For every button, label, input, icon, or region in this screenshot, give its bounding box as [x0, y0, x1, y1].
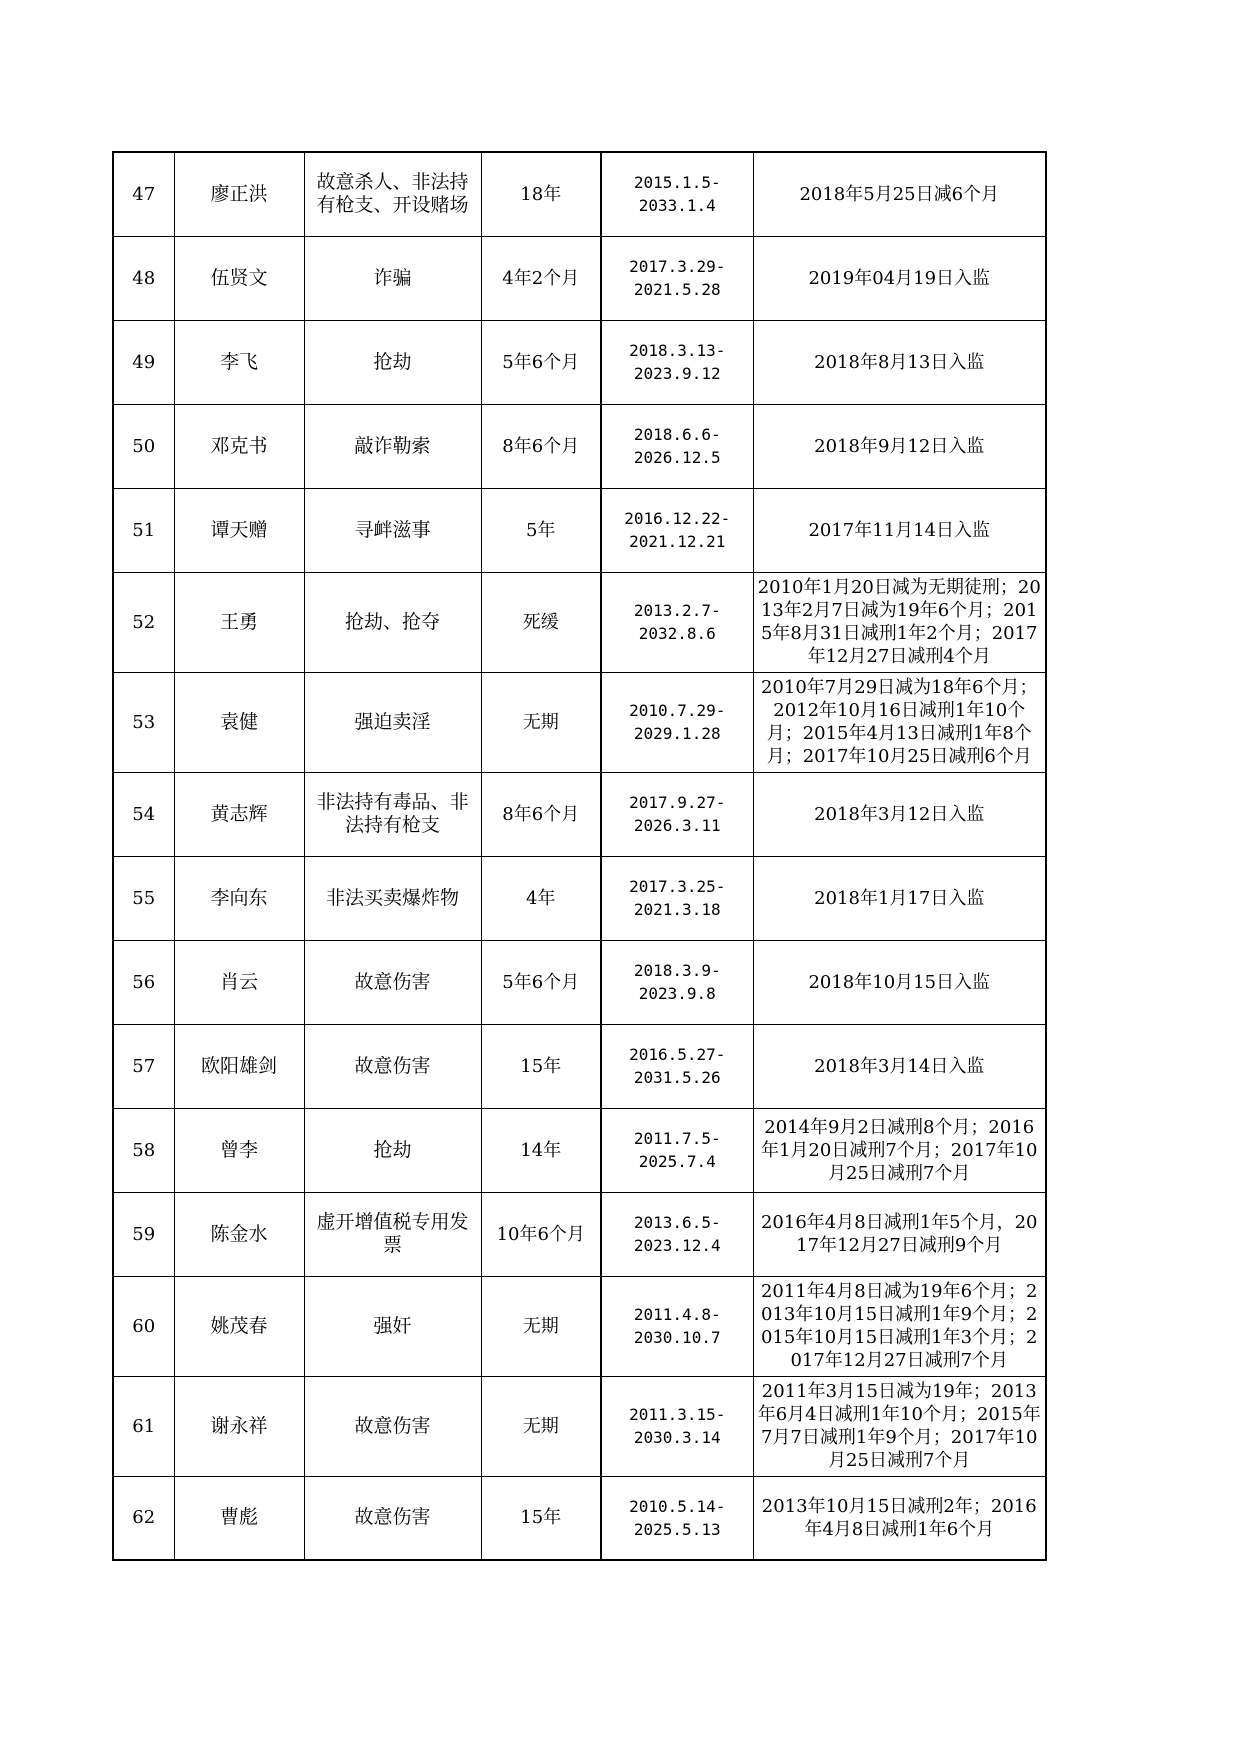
inmate-name: 欧阳雄剑	[174, 1024, 304, 1108]
crime: 强奸	[304, 1276, 481, 1376]
sentence-period	[601, 488, 753, 572]
table-row	[113, 1108, 1046, 1192]
remark: 2018年3月14日入监	[753, 1024, 1046, 1108]
row-number: 50	[113, 404, 174, 488]
remark: 2014年9月2日减刑8个月；2016年1月20日减刑7个月；2017年10月25日减刑7个月	[753, 1108, 1046, 1192]
crime: 故意伤害	[304, 1024, 481, 1108]
crime: 故意杀人、非法持有枪支、开设赌场	[304, 152, 481, 236]
sentence-term: 15年	[481, 1024, 601, 1108]
row-number: 62	[113, 1476, 174, 1560]
period-end: 2026.3.11	[633, 816, 721, 835]
sentence-term: 4年2个月	[481, 236, 601, 320]
crime: 非法买卖爆炸物	[304, 856, 481, 940]
row-number: 58	[113, 1108, 174, 1192]
inmate-name: 谭天赠	[174, 488, 304, 572]
table-row	[113, 1192, 1046, 1276]
inmate-name: 肖云	[174, 940, 304, 1024]
sentence-term: 5年6个月	[481, 940, 601, 1024]
period-start: 2016.12.22-	[624, 509, 731, 528]
remark: 2017年11月14日入监	[753, 488, 1046, 572]
period-start: 2011.7.5-	[633, 1129, 721, 1148]
table-row	[113, 1476, 1046, 1560]
period-end: 2032.8.6	[638, 624, 716, 643]
table-row	[113, 672, 1046, 772]
inmate-name: 姚茂春	[174, 1276, 304, 1376]
inmate-name: 邓克书	[174, 404, 304, 488]
sentence-term: 8年6个月	[481, 404, 601, 488]
period-start: 2015.1.5-	[633, 173, 721, 193]
inmate-name: 李向东	[174, 856, 304, 940]
table-row	[113, 856, 1046, 940]
inmate-name: 王勇	[174, 572, 304, 672]
table-row	[113, 772, 1046, 856]
period-end: 2026.12.5	[633, 448, 721, 467]
sentence-term: 无期	[481, 672, 601, 772]
sentence-term: 4年	[481, 856, 601, 940]
inmate-name: 袁健	[174, 672, 304, 772]
crime: 诈骗	[304, 236, 481, 320]
remark: 2018年8月13日入监	[753, 320, 1046, 404]
table-row	[113, 404, 1046, 488]
sentence-term: 死缓	[481, 572, 601, 672]
remark: 2011年3月15日减为19年；2013年6月4日减刑1年10个月；2015年7月7日减刑1年9个月；2017年10月25日减刑7个月	[753, 1376, 1046, 1476]
row-number: 57	[113, 1024, 174, 1108]
period-end: 2033.1.4	[638, 196, 716, 216]
sentence-term: 无期	[481, 1276, 601, 1376]
sentence-term: 5年6个月	[481, 320, 601, 404]
row-number: 52	[113, 572, 174, 672]
sentence-period	[601, 1476, 753, 1560]
remark: 2016年4月8日减刑1年5个月，2017年12月27日减刑9个月	[753, 1192, 1046, 1276]
remark: 2018年3月12日入监	[753, 772, 1046, 856]
period-end: 2030.10.7	[633, 1328, 721, 1347]
sentence-term: 10年6个月	[481, 1192, 601, 1276]
sentence-period	[601, 940, 753, 1024]
period-end: 2025.5.13	[633, 1519, 721, 1539]
period-end: 2030.3.14	[633, 1428, 721, 1447]
sentence-period	[601, 772, 753, 856]
sentence-term: 14年	[481, 1108, 601, 1192]
inmate-name: 谢永祥	[174, 1376, 304, 1476]
crime: 故意伤害	[304, 940, 481, 1024]
sentence-period	[601, 1108, 753, 1192]
period-end: 2031.5.26	[633, 1068, 721, 1087]
table-row	[113, 152, 1046, 236]
sentence-term: 无期	[481, 1376, 601, 1476]
inmate-name: 曹彪	[174, 1476, 304, 1560]
remark: 2013年10月15日减刑2年；2016年4月8日减刑1年6个月	[753, 1476, 1046, 1560]
period-start: 2018.3.9-	[633, 961, 721, 980]
sentence-period	[601, 572, 753, 672]
inmate-name: 曾李	[174, 1108, 304, 1192]
remark: 2018年9月12日入监	[753, 404, 1046, 488]
table-row	[113, 488, 1046, 572]
remark: 2018年5月25日减6个月	[753, 152, 1046, 236]
inmate-name: 伍贤文	[174, 236, 304, 320]
table-row	[113, 236, 1046, 320]
period-start: 2017.3.25-	[629, 877, 726, 896]
row-number: 60	[113, 1276, 174, 1376]
table-body	[113, 152, 1046, 1560]
period-start: 2010.5.14-	[629, 1496, 726, 1516]
remark: 2018年10月15日入监	[753, 940, 1046, 1024]
table-row	[113, 572, 1046, 672]
sentence-term: 15年	[481, 1476, 601, 1560]
sentence-period	[601, 856, 753, 940]
period-start: 2018.6.6-	[633, 425, 721, 444]
inmate-name: 陈金水	[174, 1192, 304, 1276]
remark: 2018年1月17日入监	[753, 856, 1046, 940]
remark: 2010年1月20日减为无期徒刑；2013年2月7日减为19年6个月；2015年8月31日减刑1年2个月；2017年12月27日减刑4个月	[753, 572, 1046, 672]
inmate-name: 黄志辉	[174, 772, 304, 856]
crime: 非法持有毒品、非法持有枪支	[304, 772, 481, 856]
sentence-period	[601, 320, 753, 404]
sentence-period	[601, 1376, 753, 1476]
row-number: 51	[113, 488, 174, 572]
remark: 2011年4月8日减为19年6个月；2013年10月15日减刑1年9个月；2015年10月15日减刑1年3个月；2017年12月27日减刑7个月	[753, 1276, 1046, 1376]
period-end: 2021.5.28	[633, 280, 721, 299]
period-start: 2010.7.29-	[629, 701, 726, 720]
sentence-record-table	[112, 151, 1047, 1561]
period-end: 2023.9.8	[638, 984, 716, 1003]
sentence-period	[601, 1192, 753, 1276]
crime: 抢劫、抢夺	[304, 572, 481, 672]
sentence-period	[601, 1024, 753, 1108]
row-number: 55	[113, 856, 174, 940]
sentence-period	[601, 1276, 753, 1376]
crime: 故意伤害	[304, 1476, 481, 1560]
remark: 2010年7月29日减为18年6个月；2012年10月16日减刑1年10个月；2015年4月13日减刑1年8个月；2017年10月25日减刑6个月	[753, 672, 1046, 772]
table-row	[113, 1276, 1046, 1376]
row-number: 53	[113, 672, 174, 772]
sentence-term: 18年	[481, 152, 601, 236]
crime: 敲诈勒索	[304, 404, 481, 488]
period-end: 2023.12.4	[633, 1236, 721, 1255]
period-start: 2018.3.13-	[629, 341, 726, 360]
table-row	[113, 940, 1046, 1024]
period-end: 2025.7.4	[638, 1152, 716, 1171]
crime: 故意伤害	[304, 1376, 481, 1476]
table-row	[113, 320, 1046, 404]
row-number: 48	[113, 236, 174, 320]
period-start: 2011.3.15-	[629, 1405, 726, 1424]
sentence-period	[601, 152, 753, 236]
sentence-term: 8年6个月	[481, 772, 601, 856]
row-number: 54	[113, 772, 174, 856]
sentence-period	[601, 672, 753, 772]
row-number: 56	[113, 940, 174, 1024]
row-number: 59	[113, 1192, 174, 1276]
crime: 抢劫	[304, 320, 481, 404]
table-row	[113, 1024, 1046, 1108]
crime: 虚开增值税专用发票	[304, 1192, 481, 1276]
remark: 2019年04月19日入监	[753, 236, 1046, 320]
period-end: 2021.3.18	[633, 900, 721, 919]
crime: 寻衅滋事	[304, 488, 481, 572]
period-end: 2029.1.28	[633, 724, 721, 743]
period-start: 2013.6.5-	[633, 1213, 721, 1232]
row-number: 47	[113, 152, 174, 236]
inmate-name: 廖正洪	[174, 152, 304, 236]
table-row	[113, 1376, 1046, 1476]
period-end: 2021.12.21	[629, 532, 726, 551]
period-end: 2023.9.12	[633, 364, 721, 383]
period-start: 2017.9.27-	[629, 793, 726, 812]
period-start: 2017.3.29-	[629, 257, 726, 276]
sentence-period	[601, 236, 753, 320]
period-start: 2011.4.8-	[633, 1305, 721, 1324]
crime: 抢劫	[304, 1108, 481, 1192]
crime: 强迫卖淫	[304, 672, 481, 772]
sentence-term: 5年	[481, 488, 601, 572]
row-number: 49	[113, 320, 174, 404]
row-number: 61	[113, 1376, 174, 1476]
sentence-period	[601, 404, 753, 488]
period-start: 2016.5.27-	[629, 1045, 726, 1064]
period-start: 2013.2.7-	[633, 601, 721, 620]
inmate-name: 李飞	[174, 320, 304, 404]
